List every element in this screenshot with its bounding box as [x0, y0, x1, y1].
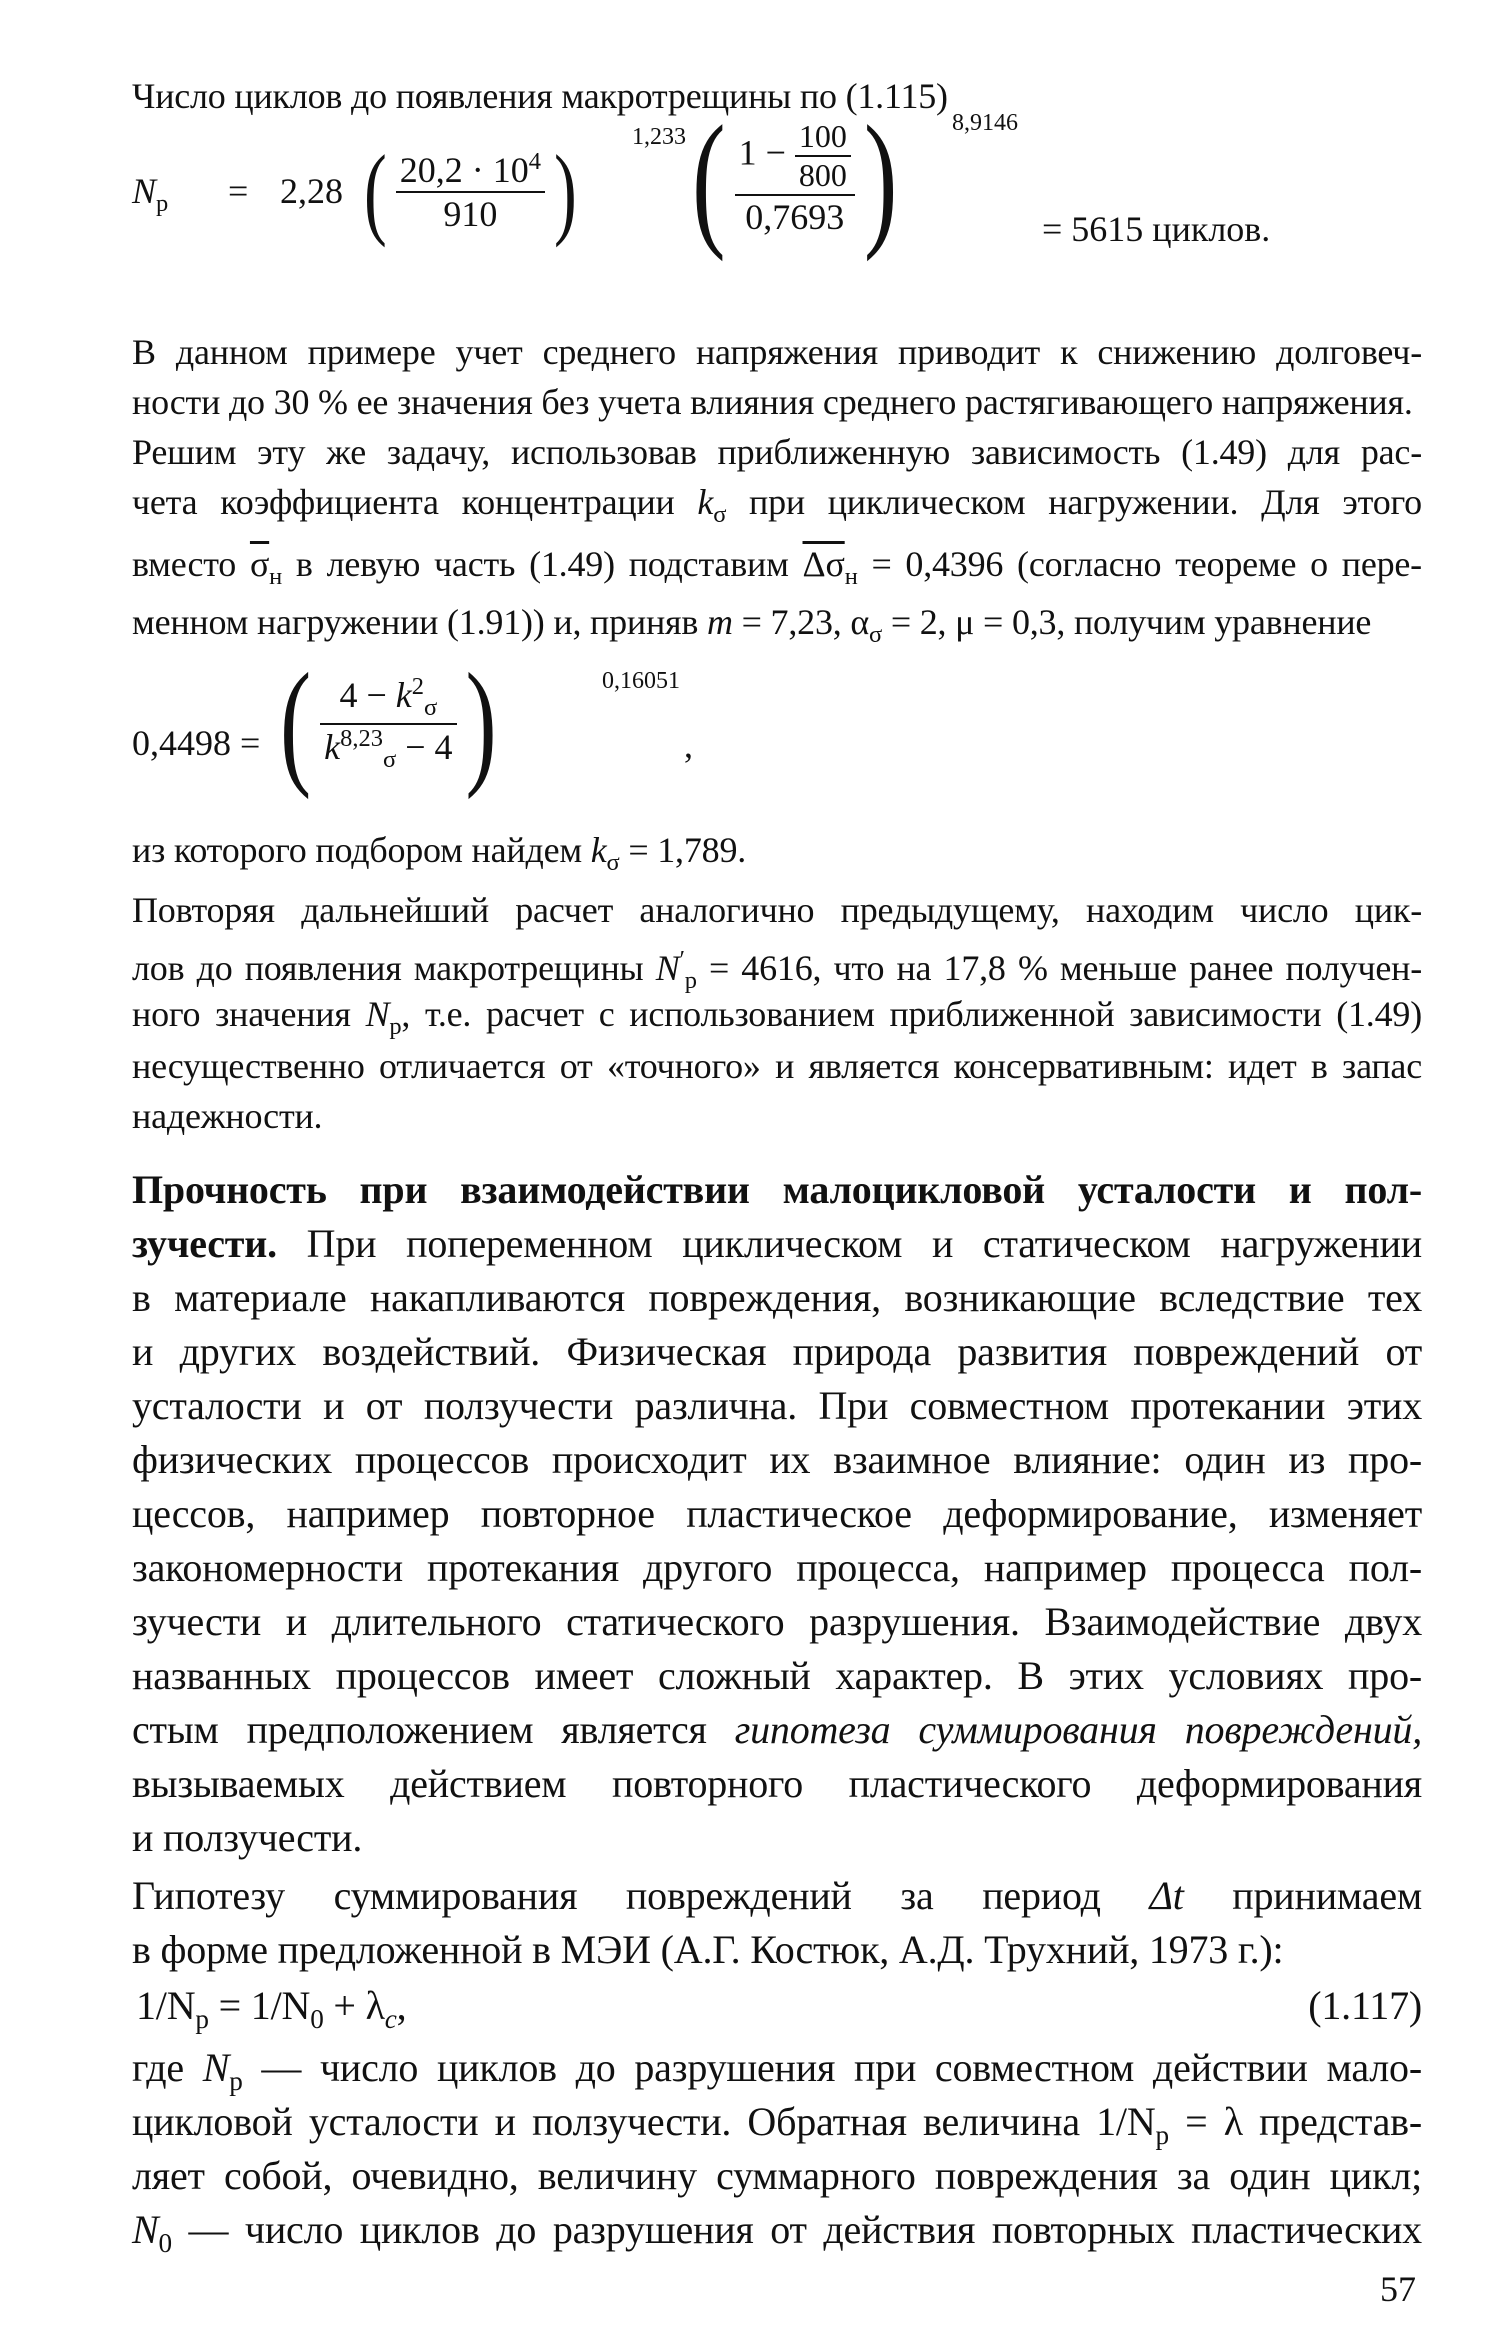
text-line: [132, 826, 1422, 887]
fraction-1: [364, 133, 577, 248]
subscript: σ: [606, 849, 620, 877]
text: в левую часть (1.49) подставим: [295, 544, 789, 584]
symbol-m: m: [707, 602, 733, 642]
subscript: р: [156, 190, 169, 218]
section-title: зучести.: [132, 1221, 277, 1266]
equation-label: (1.117): [1308, 1983, 1422, 2028]
paren: ): [465, 646, 497, 801]
text: Повторяя дальнейший расчет аналогично предыдущему, находим число цик-: [132, 890, 1422, 930]
text: усталости и от ползучести различна. При совместном протекании этих: [132, 1383, 1422, 1428]
text-line: [132, 1272, 1422, 1324]
symbol-n: N: [655, 948, 680, 988]
text: — число циклов до разрушения при совместном действии мало-: [261, 2045, 1422, 2090]
symbol-n: N: [365, 994, 390, 1034]
symbol-k: k: [590, 830, 607, 870]
text: — число циклов до разрушения от действия повторных пластических: [188, 2207, 1422, 2252]
num-text: 20,2 · 10: [399, 150, 529, 190]
term: ,: [396, 1983, 407, 2028]
text-line: [132, 886, 1422, 934]
fraction-2: [692, 94, 898, 262]
subscript: н: [269, 563, 283, 591]
text: = 0,4396 (согласно теореме о пере-: [871, 544, 1422, 584]
text: надежности.: [132, 1096, 323, 1136]
text: Гипотезу суммирования повреждений за период: [132, 1873, 1101, 1918]
text-line: [132, 1924, 1422, 1976]
subscript: н: [844, 563, 858, 591]
term: = 1/N: [218, 1983, 311, 2028]
text-line: [132, 1380, 1422, 1432]
fraction: [280, 646, 497, 801]
text-line: [132, 478, 1422, 539]
text-line: [132, 1870, 1422, 1922]
exponent: 0,16051: [602, 668, 680, 694]
paren: (: [692, 94, 726, 262]
text: ности до 30 % ее значения без учета влияния среднего растягивающего напряжения.: [132, 382, 1413, 422]
text: менном нагружении (1.91)) и, приняв: [132, 602, 699, 642]
text: ляет собой, очевидно, величину суммарного повреждения за один цикл;: [132, 2153, 1422, 2198]
subscript: σ: [424, 694, 438, 722]
text: при циклическом нагружении. Для этого: [749, 482, 1422, 522]
symbol-n: N: [202, 2045, 230, 2090]
text-line: [132, 1704, 1422, 1756]
subscript: σ: [869, 621, 883, 649]
exponent: 1,233: [632, 124, 686, 150]
formula-1117: [132, 1980, 1422, 2045]
text-line: [132, 428, 1422, 476]
exponent: 8,9146: [952, 110, 1018, 136]
text: стым предположением является: [132, 1707, 707, 1752]
text: ного значения: [132, 994, 351, 1034]
section-title-line: [132, 1164, 1422, 1216]
symbol-delta-sigma: $\overline{\Delta\sigma}$: [802, 544, 845, 584]
subscript: 0: [158, 2228, 172, 2258]
prime: ′: [679, 946, 685, 973]
frac: [396, 148, 545, 235]
inner-left: 1 −: [738, 132, 786, 173]
superscript: 4: [528, 148, 542, 175]
subscript: р: [195, 2004, 209, 2034]
text: из которого подбором найдем: [132, 830, 582, 870]
text: где: [132, 2045, 184, 2090]
text-line: [132, 1812, 1422, 1864]
superscript: 2: [411, 673, 424, 701]
numerator: [320, 673, 456, 724]
text: зучести и длительного статического разрушения. Взаимодействие двух: [132, 1599, 1422, 1644]
text-line: [132, 1042, 1422, 1090]
text-line: [132, 72, 1422, 120]
text-line: [132, 1092, 1422, 1140]
num-text: 4 −: [339, 675, 387, 716]
subscript: р: [1155, 2120, 1169, 2150]
term: + λ: [333, 1983, 385, 2028]
comma: ,: [684, 725, 693, 765]
coefficient: 2,28: [280, 171, 343, 211]
numerator: [396, 148, 545, 193]
subscript: р: [684, 967, 697, 995]
text-line: [132, 2204, 1422, 2269]
text-line: [132, 1218, 1422, 1270]
text: и ползучести.: [132, 1815, 363, 1860]
paren: ): [863, 94, 898, 262]
text: = 2, μ = 0,3, получим уравнение: [890, 602, 1372, 642]
text: цессов, например повторное пластическое деформирование, изменяет: [132, 1491, 1422, 1536]
superscript: 8,23: [340, 724, 383, 752]
text-line: [132, 328, 1422, 376]
symbol-k: k: [324, 726, 341, 767]
text-line: [132, 378, 1422, 426]
text: = 7,23, α: [741, 602, 870, 642]
text: и других воздействий. Физическая природа развития повреждений от: [132, 1329, 1422, 1374]
subscript: 0: [310, 2004, 324, 2034]
text: в форме предложенной в МЭИ (А.Г. Костюк, А.Д. Трухний, 1973 г.):: [132, 1927, 1284, 1972]
text: в материале накапливаются повреждения, возникающие вследствие тех: [132, 1275, 1422, 1320]
text: лов до появления макротрещины: [132, 948, 644, 988]
frac: [320, 673, 456, 773]
frac: [735, 118, 855, 238]
text-line: [132, 1326, 1422, 1378]
text: несущественно отличается от «точного» и является консервативным: идет в запас: [132, 1046, 1422, 1086]
text: = 1,789.: [628, 830, 747, 870]
result: = 5615 циклов.: [1042, 209, 1271, 249]
text-line: [132, 598, 1422, 659]
text: цикловой усталости и ползучести. Обратная величина 1/N: [132, 2099, 1156, 2144]
text-line: [132, 2150, 1422, 2202]
subscript: σ: [382, 745, 397, 773]
paren: ): [554, 133, 577, 248]
paren: (: [280, 646, 312, 801]
page-number: 57: [1380, 2269, 1416, 2309]
text: названных процессов имеет сложный характер. В этих условиях про-: [132, 1653, 1422, 1698]
text: вместо: [132, 544, 237, 584]
text-line: [132, 1488, 1422, 1540]
symbol-k: k: [697, 482, 714, 522]
formula-lhs: [132, 170, 168, 218]
equals: =: [228, 171, 249, 211]
symbol-dt: Δt: [1149, 1873, 1184, 1918]
denominator: 0,7693: [745, 197, 845, 237]
formula-k-sigma: [132, 646, 932, 814]
text: чета коэффициента концентрации: [132, 482, 675, 522]
subscript: р: [229, 2066, 243, 2096]
symbol-sigma: $\overline{\sigma}$: [249, 544, 270, 584]
symbol-k: k: [395, 675, 412, 716]
term: 1/N: [136, 1983, 196, 2028]
text: физических процессов происходит их взаимное влияние: один из про-: [132, 1437, 1422, 1482]
inner-denominator: 800: [798, 157, 847, 193]
text: Число циклов до появления макротрещины по (1.115): [132, 76, 948, 116]
inner-numerator: 100: [795, 118, 851, 157]
text-line: [132, 1596, 1422, 1648]
subscript: c: [384, 2004, 397, 2034]
text: вызываемых действием повторного пластического деформирования: [132, 1761, 1422, 1806]
subscript: σ: [713, 501, 727, 529]
text-line: [132, 540, 1422, 601]
italic-term: гипотеза суммирования повреждений,: [734, 1707, 1422, 1752]
text: закономерности протекания другого процесса, например процесса пол-: [132, 1545, 1422, 1590]
text-line: [132, 1758, 1422, 1810]
denominator: [320, 725, 456, 774]
numerator: [735, 118, 855, 196]
formula-lhs: 0,4498 =: [132, 723, 261, 763]
text-line: [132, 1434, 1422, 1486]
text: Решим эту же задачу, использовав приближенную зависимость (1.49) для рас-: [132, 432, 1422, 472]
text: = 4616, что на 17,8 % меньше ранее получен-: [708, 948, 1422, 988]
text: = λ представ-: [1185, 2099, 1422, 2144]
text: принимаем: [1232, 1873, 1422, 1918]
inner-frac: [795, 118, 851, 194]
den-tail: − 4: [405, 726, 453, 767]
section-title: Прочность при взаимодействии малоцикловой усталости и пол-: [132, 1167, 1422, 1212]
symbol-n: N: [132, 2207, 159, 2252]
paren: (: [364, 133, 387, 248]
text: , т.е. расчет с использованием приближенной зависимости (1.49): [401, 994, 1422, 1034]
subscript: р: [389, 1013, 402, 1041]
symbol: N: [132, 171, 157, 211]
text-line: [132, 1650, 1422, 1702]
text: В данном примере учет среднего напряжения приводит к снижению долговеч-: [132, 332, 1422, 372]
denominator: 910: [443, 194, 498, 234]
text-line: [132, 1542, 1422, 1594]
text: При попеременном циклическом и статическом нагружении: [306, 1221, 1422, 1266]
